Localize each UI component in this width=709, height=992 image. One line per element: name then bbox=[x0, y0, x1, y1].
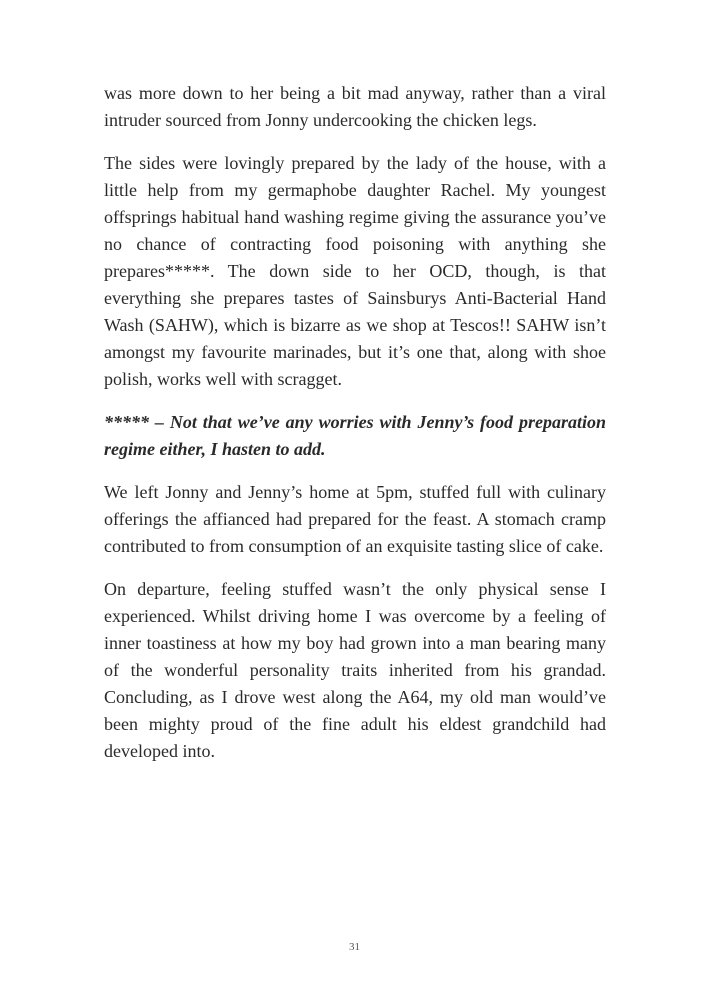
paragraph-sides: The sides were lovingly prepared by the lady of the house, with a little help from my germaphobe daughter Rachel. My youngest offsprings habitual hand washing regime giving the assurance you’ve no chance of contracting food poisoning with anything she prepares*****. The down side to her OCD, though, is that everything she prepares tastes of Sainsburys Anti-Bacterial Hand Wash (SAHW), which is bizarre as we shop at Tescos!! SAHW isn’t amongst my favourite marinades, but it’s one that, along with shoe polish, works well with scragget. bbox=[104, 153, 606, 389]
paragraph-continuation: was more down to her being a bit mad anyway, rather than a viral intruder sourced from Jonny undercooking the chicken legs. bbox=[104, 83, 606, 130]
paragraph-reflection: On departure, feeling stuffed wasn’t the only physical sense I experienced. Whilst driving home I was overcome by a feeling of inner toastiness at how my boy had grown into a man bearing many of the wonderful personality traits inherited from his grandad. Concluding, as I drove west along the A64, my old man would’ve been mighty proud of the fine adult his eldest grandchild had developed into. bbox=[104, 579, 606, 761]
page-number: 31 bbox=[349, 941, 360, 953]
paragraph-departure-time: We left Jonny and Jenny’s home at 5pm, stuffed full with culinary offerings the affianced had prepared for the feast. A stomach cramp contributed to from consumption of an exquisite tasting slice of cake. bbox=[104, 482, 606, 556]
footnote-paragraph: ***** – Not that we’ve any worries with Jenny’s food preparation regime either, I hasten to add. bbox=[104, 412, 606, 459]
page-body bbox=[104, 80, 606, 781]
